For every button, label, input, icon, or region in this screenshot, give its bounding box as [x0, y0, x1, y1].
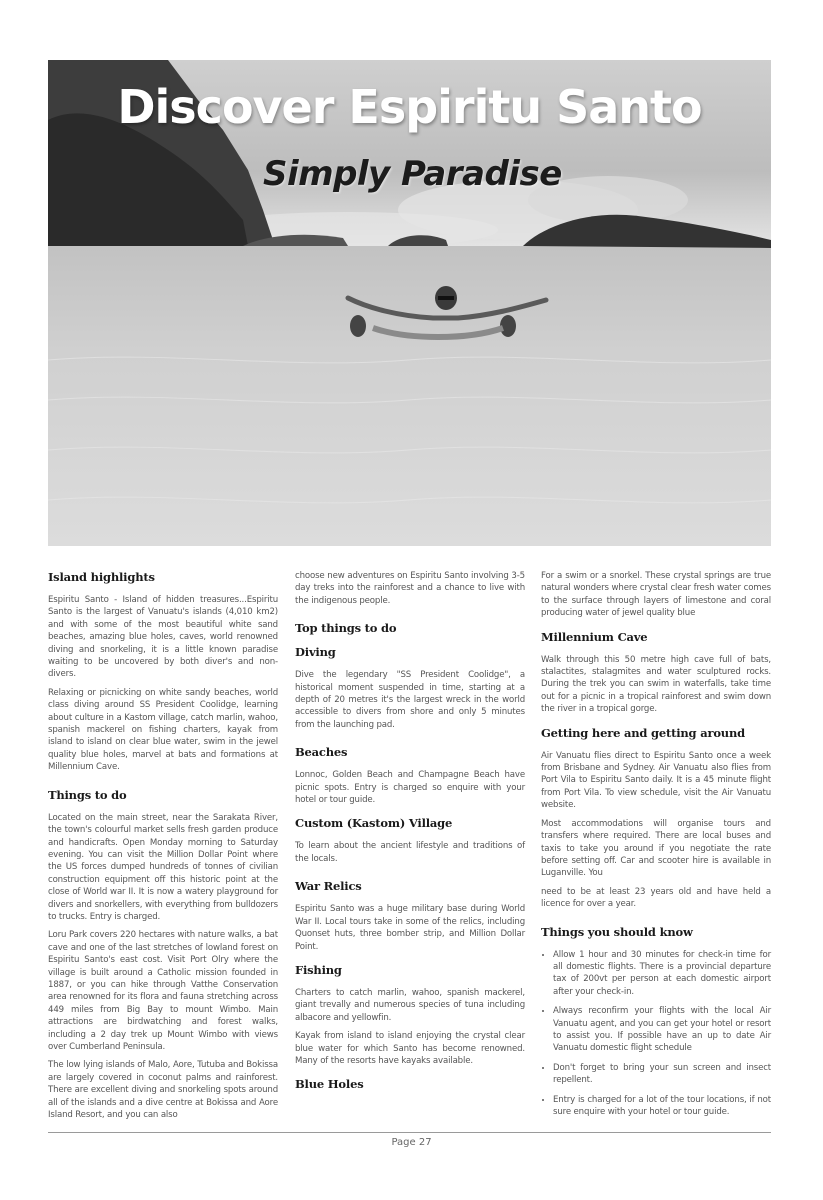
- heading-diving: Diving: [295, 645, 336, 660]
- column-2: [295, 570, 525, 1101]
- paragraph: Most accommodations will organise tours and transfers where required. There are local buses and taxis to take you around if you negotiate the rate before setting off. Car and scooter hire is available in Luganville. You: [541, 818, 771, 879]
- paragraph: To learn about the ancient lifestyle and traditions of the locals.: [295, 841, 525, 864]
- heading-custom-village: Custom (Kastom) Village: [295, 816, 453, 831]
- heading-fishing: Fishing: [295, 962, 342, 977]
- paragraph: Air Vanuatu flies direct to Espiritu Santo once a week from Brisbane and Sydney. Air Vanuatu also flies from Port Vila to Espiritu Santo daily. It is a 45 minute flight from Port Vila. To view schedule, visit the Air Vanuatu website.: [541, 750, 771, 811]
- paragraph: Relaxing or picnicking on white sandy beaches, world class diving around SS President Coolidge, learning about culture in a Kastom village, catch marlin, wahoo, spanish mackerel on fishing charters, kayak from island to island on clear blue water, swim in the jewel quality blue holes, marvel at bats and formations at Millennium Cave.: [48, 687, 278, 773]
- heading-blue-holes: Blue Holes: [295, 1077, 364, 1092]
- paragraph: Dive the legendary "SS President Coolidge", a historical moment suspended in time, starting at a depth of 20 metres it's the largest wreck in the world accessible to divers from shore and only 5 minutes from the launching pad.: [295, 670, 525, 730]
- heading-island-highlights: Island highlights: [48, 570, 155, 584]
- sea: [48, 246, 771, 546]
- hero-photo: [48, 60, 771, 546]
- list-item: • Allow 1 hour and 30 minutes for check-in time for all domestic flights. There is a provincial departure tax of 200vt per person at each domestic airport after your check-in.: [553, 949, 771, 999]
- list-item: • Entry is charged for a lot of the tour locations, if not sure enquire with your hotel or tour guide.: [553, 1094, 771, 1119]
- paragraph: Espiritu Santo was a huge military base during World War II. Local tours take in some of the relics, including Quonset huts, three bomber strip, and Million Dollar Point.: [295, 904, 525, 952]
- paragraph: For a swim or a snorkel. These crystal springs are true natural wonders where crystal clear fresh water comes to the surface through layers of limestone and coral producing water of jewel quality blue: [541, 571, 771, 619]
- page-number: Page 27: [391, 1137, 432, 1148]
- paragraph: Kayak from island to island enjoying the crystal clear blue water for which Santo has become renowned. Many of the resorts have kayaks available.: [295, 1031, 525, 1066]
- heading-beaches: Beaches: [295, 745, 348, 760]
- heading-things-to-know: Things you should know: [541, 924, 693, 939]
- heading-getting-here: Getting here and getting around: [541, 725, 745, 740]
- footer-divider: [48, 1132, 771, 1133]
- paragraph: Located on the main street, near the Sarakata River, the town's colourful market sells fresh garden produce and handicrafts. Open Monday morning to Saturday evening. You can visit the Million Dollar Point where the US forces dumped hundreds of tonnes of civilian construction equipment off this historic point at the close of World war II. It is now a watery playground for divers and snorkellers, with everything from bulldozers to trucks. Entry is charged.: [48, 812, 278, 922]
- heading-millennium-cave: Millennium Cave: [541, 629, 648, 644]
- page-title: Discover Espiritu Santo: [117, 80, 702, 134]
- paragraph: need to be at least 23 years old and have held a licence for over a year.: [541, 886, 771, 910]
- column-3: [541, 570, 771, 1125]
- heading-war-relics: War Relics: [295, 879, 362, 894]
- paragraph: Lonnoc, Golden Beach and Champagne Beach have picnic spots. Entry is charged so enquire with your hotel or tour guide.: [295, 770, 525, 806]
- column-1: [48, 570, 278, 1127]
- paragraph: Loru Park covers 220 hectares with nature walks, a bat cave and one of the last stretches of lowland forest on Espiritu Santo's east cost. Visit Port Olry where the village is built around a Catholic mission founded in 1887, or you can hike through Vatthe Conservation area renowned for its flora and fauna stretching across 449 miles from Big Bay to mount Wimbo. Main attractions are birdwatching and forest walks, including a 2 day trek up Mount Wimbo with views over Cumberland Peninsula.: [48, 930, 278, 1052]
- heading-top-things: Top things to do: [295, 621, 397, 636]
- paragraph: The low lying islands of Malo, Aore, Tutuba and Bokissa are largely covered in coconut palms and rainforest. There are excellent diving and snorkeling spots around all of the islands and a dive centre at Bokissa and Aore Island Resort, and you can also: [48, 1060, 278, 1121]
- paragraph: choose new adventures on Espiritu Santo involving 3-5 day treks into the rainforest and a chance to live with the indigenous people.: [295, 571, 525, 606]
- page-subtitle: Simply Paradise: [263, 154, 562, 194]
- list-item: • Don't forget to bring your sun screen and insect repellent.: [553, 1062, 771, 1087]
- tips-list: [541, 949, 771, 1119]
- paragraph: Walk through this 50 metre high cave full of bats, stalactites, stalagmites and water sculptured rocks. During the trek you can swim in waterfalls, take time out for a picnic in a tropical rainforest and swim down the river in a tropical gorge.: [541, 654, 771, 715]
- heading-things-to-do: Things to do: [48, 787, 127, 802]
- paragraph: Charters to catch marlin, wahoo, spanish mackerel, giant trevally and numerous species of tuna including albacore and yellowfin.: [295, 987, 525, 1023]
- paragraph: Espiritu Santo - Island of hidden treasures...Espiritu Santo is the largest of Vanuatu's islands (4,010 km2) and with some of the most beautiful white sand beaches, amazing blue holes, caves, world renowned diving and snorkeling, it is a little known paradise waiting to be uncovered by both diver's and non-divers.: [48, 595, 278, 680]
- list-item: • Always reconfirm your flights with the local Air Vanuatu agent, and you can get your hotel or resort to assist you. If possible have an up to date Air Vanuatu domestic flight schedule: [553, 1005, 771, 1055]
